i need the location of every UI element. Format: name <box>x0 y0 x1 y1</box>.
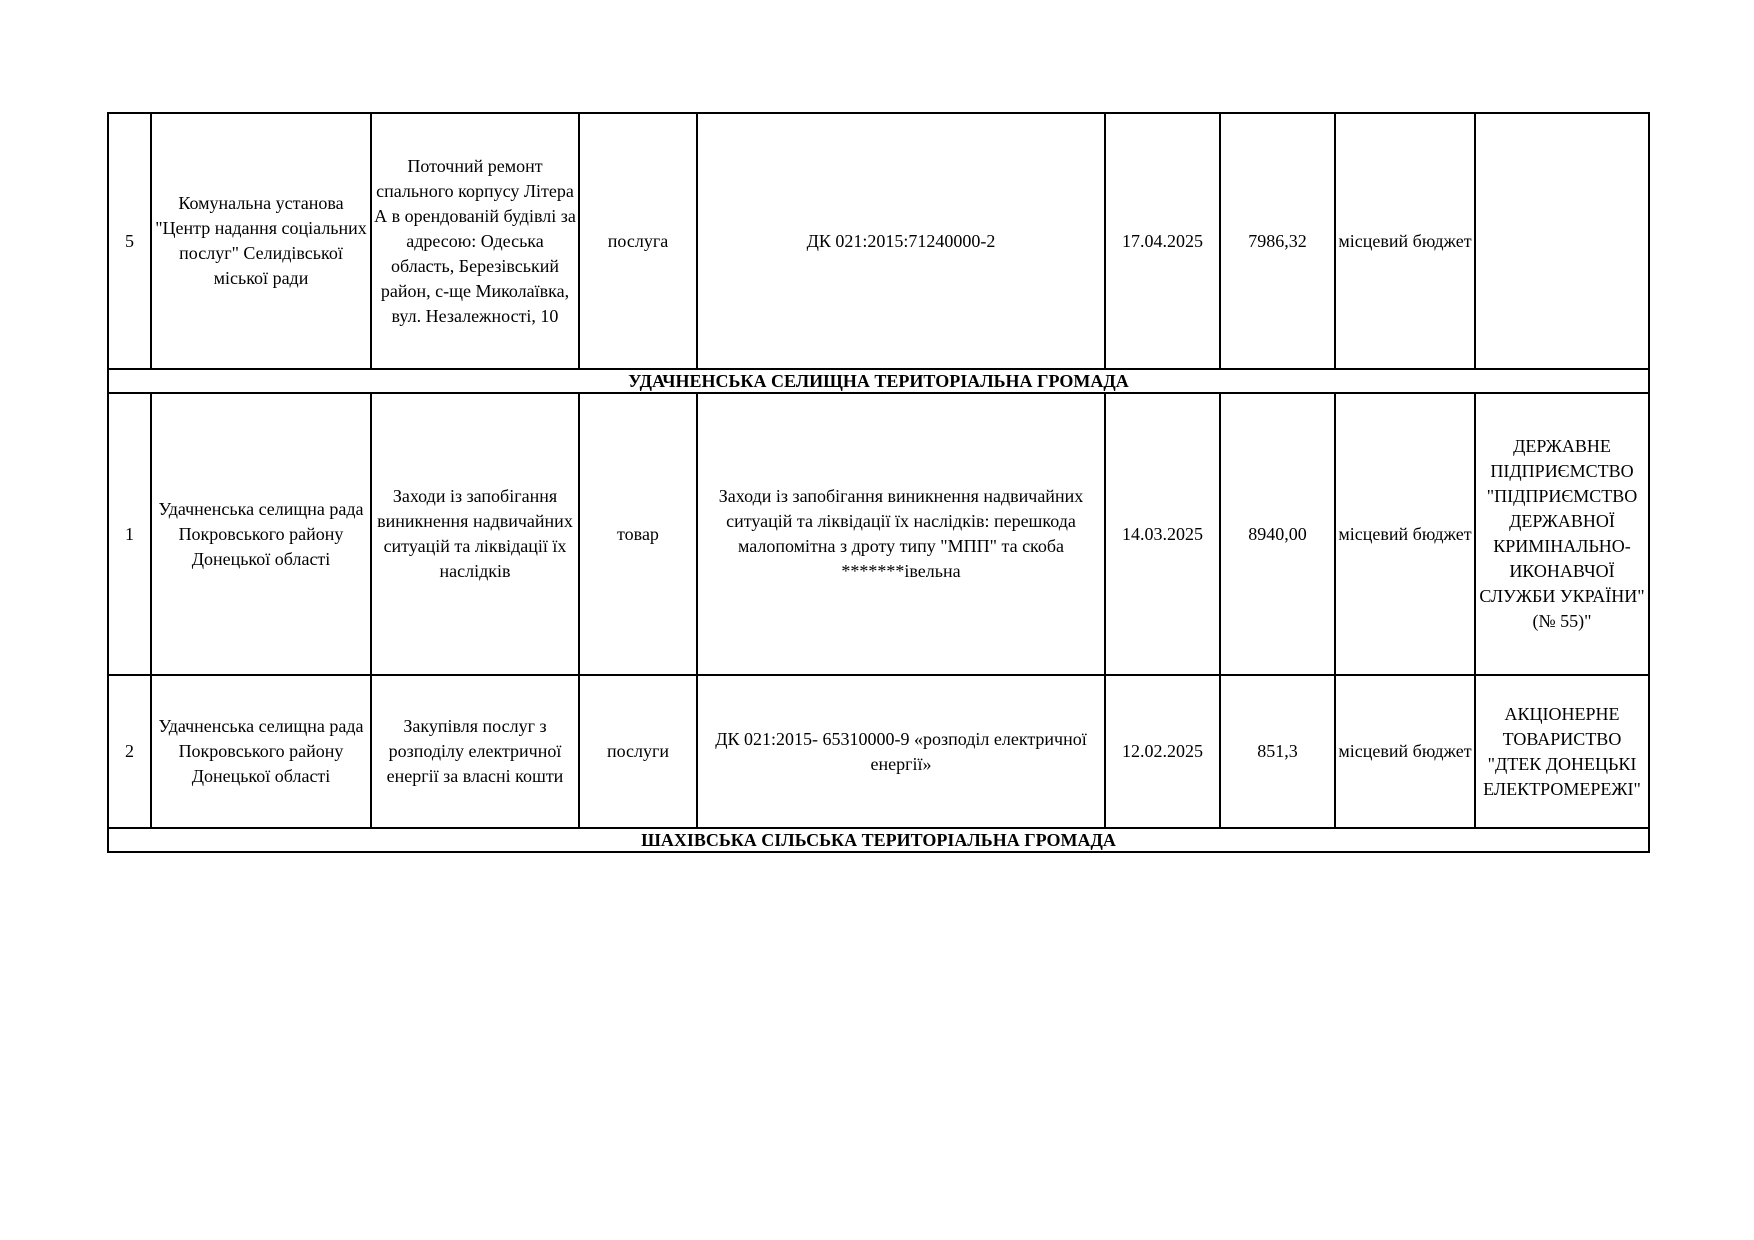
source-cell: місцевий бюджет <box>1335 393 1475 675</box>
date-cell: 14.03.2025 <box>1105 393 1220 675</box>
type-cell: товар <box>579 393 697 675</box>
table-row <box>108 393 1649 675</box>
section-header-row <box>108 828 1649 852</box>
section-header-row <box>108 369 1649 393</box>
type-cell: послуги <box>579 675 697 828</box>
type-cell: послуга <box>579 113 697 369</box>
customer-cell: Комунальна установа "Центр надання соціальних послуг" Селидівської міської ради <box>151 113 371 369</box>
section-title: УДАЧНЕНСЬКА СЕЛИЩНА ТЕРИТОРІАЛЬНА ГРОМАДА <box>108 369 1649 393</box>
table-row <box>108 675 1649 828</box>
source-cell: місцевий бюджет <box>1335 113 1475 369</box>
row-number: 1 <box>108 393 151 675</box>
subject-cell: Поточний ремонт спального корпусу Літера А в орендованій будівлі за адресою: Одеська область, Березівський район, с-ще Миколаївка, вул. Незалежності, 10 <box>371 113 579 369</box>
customer-cell: Удачненська селищна рада Покровського району Донецької області <box>151 393 371 675</box>
supplier-cell: ДЕРЖАВНЕ ПІДПРИЄМСТВО "ПІДПРИЄМСТВО ДЕРЖАВНОЇ КРИМІНАЛЬНО-ИКОНАВЧОЇ СЛУЖБИ УКРАЇНИ" (№ 55)" <box>1475 393 1649 675</box>
date-cell: 12.02.2025 <box>1105 675 1220 828</box>
section-title: ШАХІВСЬКА СІЛЬСЬКА ТЕРИТОРІАЛЬНА ГРОМАДА <box>108 828 1649 852</box>
row-number: 2 <box>108 675 151 828</box>
subject-cell: Закупівля послуг з розподілу електричної енергії за власні кошти <box>371 675 579 828</box>
code-cell: ДК 021:2015- 65310000-9 «розподіл електричної енергії» <box>697 675 1105 828</box>
code-cell: ДК 021:2015:71240000-2 <box>697 113 1105 369</box>
procurement-table <box>107 112 1650 853</box>
source-cell: місцевий бюджет <box>1335 675 1475 828</box>
supplier-cell: АКЦІОНЕРНЕ ТОВАРИСТВО "ДТЕК ДОНЕЦЬКІ ЕЛЕКТРОМЕРЕЖІ" <box>1475 675 1649 828</box>
amount-cell: 8940,00 <box>1220 393 1335 675</box>
code-cell: Заходи із запобігання виникнення надвичайних ситуацій та ліквідації їх наслідків: перешкода малопомітна з дроту типу "МПП" та скоба *******івельна <box>697 393 1105 675</box>
date-cell: 17.04.2025 <box>1105 113 1220 369</box>
amount-cell: 851,3 <box>1220 675 1335 828</box>
supplier-cell <box>1475 113 1649 369</box>
subject-cell: Заходи із запобігання виникнення надвичайних ситуацій та ліквідації їх наслідків <box>371 393 579 675</box>
table-row <box>108 113 1649 369</box>
row-number: 5 <box>108 113 151 369</box>
customer-cell: Удачненська селищна рада Покровського району Донецької області <box>151 675 371 828</box>
amount-cell: 7986,32 <box>1220 113 1335 369</box>
